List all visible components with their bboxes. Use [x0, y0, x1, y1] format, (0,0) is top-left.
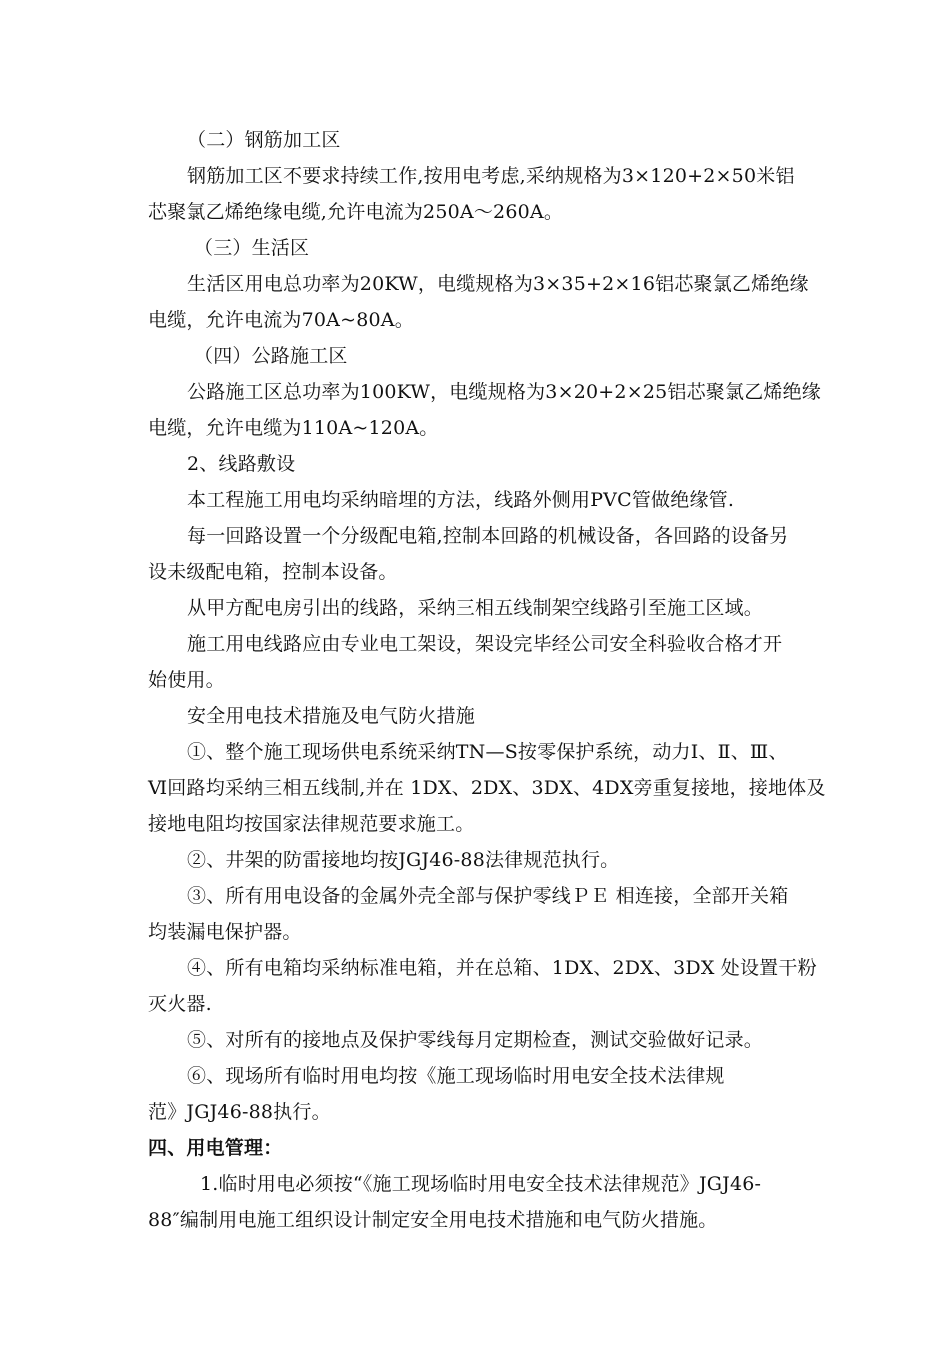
- paragraph-line: 电缆，允许电缆为110A~120A。: [148, 417, 439, 439]
- paragraph-line: 始使用。: [148, 669, 225, 691]
- paragraph-line: 接地电阻均按国家法律规范要求施工。: [148, 813, 475, 835]
- paragraph-line: 生活区用电总功率为20KW，电缆规格为3×35+2×16铝芯聚氯乙烯绝缘: [187, 273, 809, 295]
- paragraph-line: ③、所有用电设备的金属外壳全部与保护零线ＰＥ 相连接，全部开关箱: [187, 885, 789, 907]
- paragraph-line: 钢筋加工区不要求持续工作,按用电考虑,采纳规格为3×120+2×50米铝: [187, 165, 795, 187]
- paragraph-line: 88″编制用电施工组织设计制定安全用电技术措施和电气防火措施。: [148, 1209, 718, 1231]
- paragraph-line: 电缆，允许电流为70A~80A。: [148, 309, 414, 331]
- paragraph-line: 每一回路设置一个分级配电箱,控制本回路的机械设备，各回路的设备另: [187, 525, 789, 547]
- paragraph-line: 均装漏电保护器。: [148, 921, 302, 943]
- paragraph-line: 本工程施工用电均采纳暗埋的方法，线路外侧用PVC管做绝缘管.: [187, 489, 735, 511]
- subsection-heading-safety: 安全用电技术措施及电气防火措施: [187, 705, 476, 727]
- subsection-heading-road: （四）公路施工区: [194, 345, 348, 367]
- paragraph-line: ④、所有电箱均采纳标准电箱，并在总箱、1DX、2DX、3DX 处设置干粉: [187, 957, 817, 979]
- paragraph-line: 1.临时用电必须按“《施工现场临时用电安全技术法律规范》JGJ46-: [200, 1173, 762, 1195]
- paragraph-line: 范》JGJ46-88执行。: [148, 1101, 331, 1123]
- paragraph-line: Ⅵ回路均采纳三相五线制,并在 1DX、2DX、3DX、4DX旁重复接地，接地体及: [148, 777, 826, 799]
- paragraph-line: ②、井架的防雷接地均按JGJ46-88法律规范执行。: [187, 849, 620, 871]
- paragraph-line: ⑤、对所有的接地点及保护零线每月定期检查，测试交验做好记录。: [187, 1029, 764, 1051]
- paragraph-line: 灭火器.: [148, 993, 212, 1015]
- paragraph-line: 施工用电线路应由专业电工架设，架设完毕经公司安全科验收合格才开: [187, 633, 783, 655]
- paragraph-line: 芯聚氯乙烯绝缘电缆,允许电流为250A～260A。: [148, 201, 564, 223]
- subsection-heading-wiring: 2、线路敷设: [187, 453, 296, 475]
- paragraph-line: 从甲方配电房引出的线路，采纳三相五线制架空线路引至施工区域。: [187, 597, 764, 619]
- paragraph-line: 设未级配电箱，控制本设备。: [148, 561, 398, 583]
- paragraph-line: 公路施工区总功率为100KW，电缆规格为3×20+2×25铝芯聚氯乙烯绝缘: [187, 381, 822, 403]
- paragraph-line: ⑥、现场所有临时用电均按《施工现场临时用电安全技术法律规: [187, 1065, 725, 1087]
- section-heading-power-management: 四、用电管理：: [148, 1137, 283, 1159]
- subsection-heading-rebar: （二）钢筋加工区: [187, 129, 341, 151]
- paragraph-line: ①、整个施工现场供电系统采纳TN—S按零保护系统，动力Ⅰ、Ⅱ、Ⅲ、: [187, 741, 788, 763]
- subsection-heading-living: （三）生活区: [194, 237, 310, 259]
